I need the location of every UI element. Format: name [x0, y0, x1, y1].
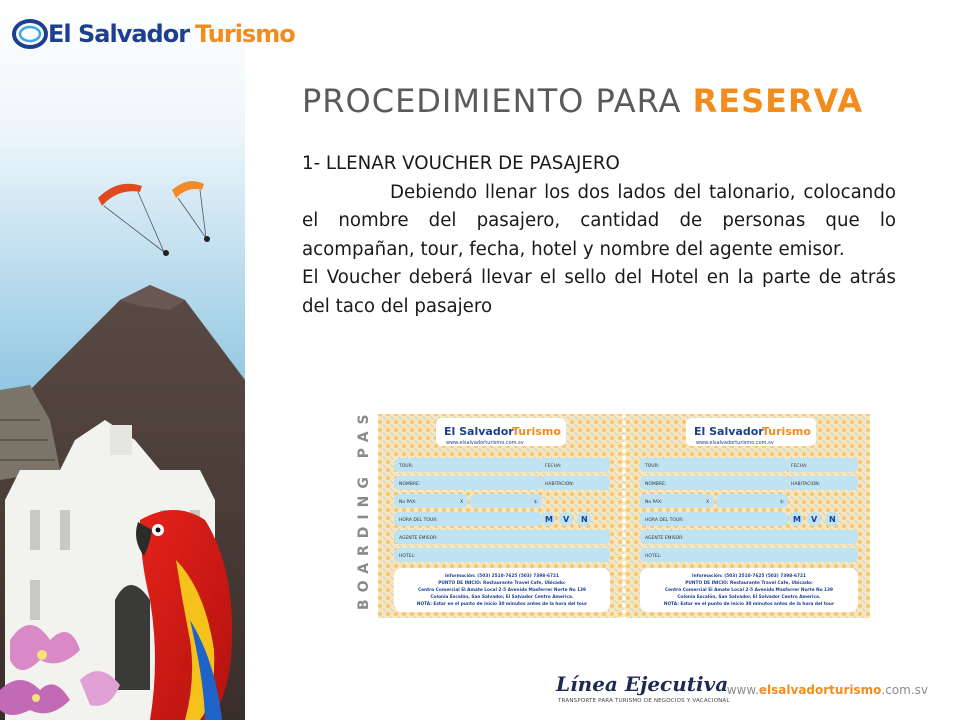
voucher-day-v-right: V — [811, 515, 818, 524]
voucher-brand-right: El Salvador — [694, 425, 764, 438]
title-part2: RESERVA — [692, 82, 864, 120]
voucher-field-tour-right: TOUR: — [645, 464, 660, 469]
footer-url-mid: elsalvadorturismo — [758, 683, 882, 697]
voucher-brand2-left: Turismo — [512, 425, 561, 438]
paragraph-2: El Voucher deberá llevar el sello del Hotel en la parte de atrás del taco del pasajero — [302, 267, 896, 317]
voucher-field-fecha-left: FECHA: — [545, 464, 562, 469]
voucher-field-agente-left: AGENTE EMISOR: — [399, 536, 438, 541]
footer-logo — [556, 672, 730, 712]
landscape-illustration — [0, 0, 245, 720]
voucher-image — [352, 410, 872, 620]
voucher-field-x-right: X — [706, 500, 710, 505]
voucher-day-n-left: N — [581, 515, 588, 524]
voucher-day-m-left: M — [545, 515, 553, 524]
voucher-field-pax-right: No PAX: — [645, 500, 663, 505]
footer-url-pre: www. — [726, 683, 759, 697]
voucher-day-n-right: N — [829, 515, 836, 524]
voucher-info3-right: Centro Comercial El Amate Local 2-5 Avenida Masferrer Norte No 139 — [664, 588, 834, 593]
brand-wordmark — [48, 20, 295, 48]
voucher-field-hora-left: HORA DEL TOUR: — [399, 518, 438, 523]
voucher-day-circles-left — [541, 512, 591, 526]
voucher-field-habitacion-left: HABITACION: — [545, 482, 575, 487]
voucher-field-hora-right: HORA DEL TOUR: — [645, 518, 684, 523]
voucher-field-hotel-left: HOTEL: — [399, 554, 416, 559]
content-body — [302, 150, 896, 321]
voucher-field-x-left: X — [460, 500, 464, 505]
voucher-day-m-right: M — [793, 515, 801, 524]
brand-name-part2: Turismo — [195, 20, 295, 48]
page-title — [302, 82, 863, 120]
voucher-side-label: BOARDING PASS — [356, 410, 372, 610]
voucher-field-pax-left: No PAX: — [399, 500, 417, 505]
voucher-info1-right: Información: (503) 2510-7625 (503) 7398-6721 — [692, 574, 806, 579]
brand-name-part1: El Salvador — [48, 20, 190, 48]
voucher-field-hotel-right: HOTEL: — [645, 554, 662, 559]
voucher-info2-right: PUNTO DE INICIO: Restaurante Travel Cafe, Ubicado: — [685, 581, 813, 586]
title-part1: PROCEDIMIENTO PARA — [302, 82, 693, 120]
step-heading: 1- LLENAR VOUCHER DE PASAJERO — [302, 153, 620, 174]
voucher-day-circles-right — [789, 512, 839, 526]
voucher-field-nombre-left: NOMBRE: — [399, 482, 421, 487]
voucher-field-dollar-right: $: — [780, 500, 785, 505]
voucher-url-right: www.elsalvadorturismo.com.sv — [696, 440, 774, 446]
voucher-field-fecha-right: FECHA: — [791, 464, 808, 469]
footer-url-post: .com.sv — [881, 683, 928, 697]
footer-url[interactable] — [727, 683, 928, 697]
voucher-field-nombre-right: NOMBRE: — [645, 482, 667, 487]
voucher-info3-left: Centro Comercial El Amate Local 2-5 Avenida Masferrer Norte No 139 — [417, 588, 587, 593]
voucher-url-left: www.elsalvadorturismo.com.sv — [446, 440, 524, 446]
footer-tagline: TRANSPORTE PARA TURISMO DE NEGOCIOS Y VACACIONAL — [558, 698, 730, 704]
voucher-brand2-right: Turismo — [762, 425, 811, 438]
voucher-info4-left: Colonia Escalón, San Salvador, El Salvador Centro America. — [430, 595, 574, 600]
paragraph-1: Debiendo llenar los dos lados del talonario, colocando el nombre del pasajero, cantidad de personas que lo acompañan, tour, fecha, hotel y nombre del agente emisor. — [302, 181, 896, 260]
voucher-field-dollar-left: $: — [534, 500, 539, 505]
decorative-illustration — [0, 0, 245, 720]
voucher-info2-left: PUNTO DE INICIO: Restaurante Travel Cafe, Ubicado: — [438, 581, 566, 586]
voucher-info5-right: NOTA: Estar en el punto de inicio 30 minutos antes de la hora del tour — [663, 602, 835, 607]
voucher-field-agente-right: AGENTE EMISOR: — [645, 536, 684, 541]
voucher-info5-left: NOTA: Estar en el punto de inicio 30 minutos antes de la hora del tour — [416, 602, 588, 607]
voucher-info4-right: Colonia Escalón, San Salvador, El Salvador Centro America. — [677, 595, 821, 600]
voucher-field-habitacion-right: HABITACION: — [791, 482, 821, 487]
voucher-day-v-left: V — [563, 515, 570, 524]
footer-brand: Línea Ejecutiva — [556, 672, 729, 696]
logo-swirl-icon — [12, 14, 52, 54]
boarding-pass-graphic — [352, 410, 872, 620]
voucher-field-tour-left: TOUR: — [399, 464, 414, 469]
brand-logo — [12, 14, 295, 56]
voucher-brand-left: El Salvador — [444, 425, 514, 438]
voucher-info1-left: Información: (503) 2510-7625 (503) 7398-6721 — [445, 574, 559, 579]
